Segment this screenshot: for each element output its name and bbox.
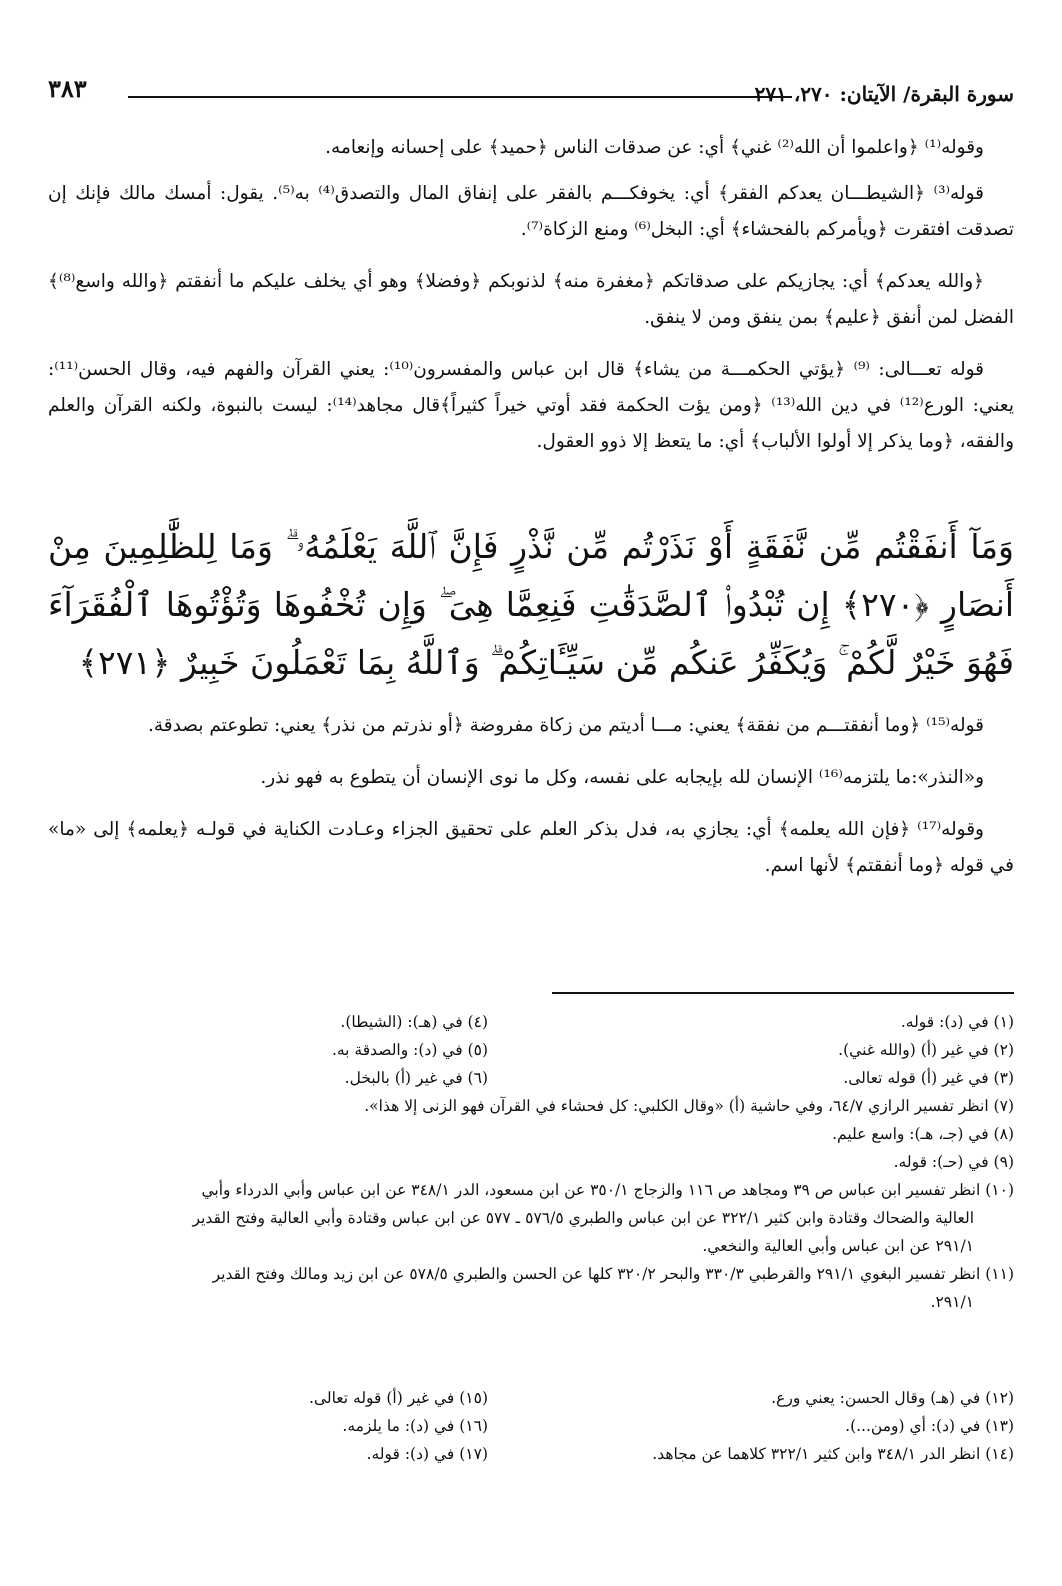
footnote: (١٠) انظر تفسير ابن عباس ص ٣٩ ومجاهد ص ١١٦ والزجاج ٣٥٠/١ عن ابن مسعود، الدر ٣٤٨/١ عن ابن عباس وأبي الدرداء وأبي	[201, 1181, 1014, 1199]
paragraph: قوله⁽³⁾ ﴿الشيطـــان يعدكم الفقر﴾ أي: يخوفكـــم بالفقر على إنفاق المال والتصدق⁽⁴⁾ به⁽⁵⁾. يقول: أمسك مالك فإنك إن تصدقت افتقرت ﴿ويأمركم بالفحشاء﴾ أي: البخل⁽⁶⁾ ومنع الزكاة⁽⁷⁾.	[48, 183, 1014, 240]
page-header	[48, 74, 1014, 114]
footnotes-group-a	[48, 1008, 1014, 1098]
paragraph: وقوله⁽¹⁾ ﴿واعلموا أن الله⁽²⁾ غني﴾ أي: عن صدقات الناس ﴿حميد﴾ على إحسانه وإنعامه.	[325, 137, 984, 158]
footnote: (٦) في غير (أ) بالبخل.	[344, 1069, 488, 1087]
footnote: (٨) في (جـ، هـ): واسع عليم.	[832, 1125, 1014, 1143]
footnotes-full-width	[48, 1092, 1014, 1316]
footnote: (١) في (د): قوله.	[900, 1013, 1014, 1031]
footnote-continuation: ٢٩١/١.	[930, 1293, 974, 1311]
paragraph: وقوله⁽¹⁷⁾ ﴿فإن الله يعلمه﴾ أي: يجازي به، فدل بذكر العلم على تحقيق الجزاء وعـادت الكناية في قولـه ﴿يعلمه﴾ إلى «ما» في قوله ﴿وما أنفقتم﴾ لأنها اسم.	[48, 819, 1014, 876]
footnotes-group-b	[48, 1384, 1014, 1474]
footnote: (١٣) في (د): أي (ومن...).	[845, 1417, 1014, 1435]
footnote: (٢) في غير (أ) (والله غني).	[838, 1041, 1014, 1059]
footnote: (٧) انظر تفسير الرازي ٦٤/٧، وفي حاشية (أ) «وقال الكلبي: كل فحشاء في القرآن فهو الزنى إلا هذا».	[364, 1097, 1014, 1115]
footnote: (١٥) في غير (أ) قوله تعالى.	[309, 1389, 488, 1407]
footnote: (١١) انظر تفسير البغوي ٢٩١/١ والقرطبي ٣٣٠/٣ والبحر ٣٢٠/٢ كلها عن الحسن والطبري ٥٧٨/٥ عن ابن زيد ومالك وفتح القدير	[212, 1265, 1014, 1283]
footnote: (١٢) في (هـ) وقال الحسن: يعني ورع.	[771, 1389, 1014, 1407]
footnote-separator	[552, 992, 1014, 994]
paragraph: قوله تعـــالى: ⁽⁹⁾ ﴿يؤتي الحكمـــة من يشاء﴾ قال ابن عباس والمفسرون⁽¹⁰⁾: يعني القرآن والفهم فيه، وقال الحسن⁽¹¹⁾: يعني: الورع⁽¹²⁾ في دين الله⁽¹³⁾ ﴿ومن يؤت الحكمة فقد أوتي خيراً كثيراً﴾قال مجاهد⁽¹⁴⁾: ليست بالنبوة، ولكنه القرآن والعلم والفقه، ﴿وما يذكر إلا أولوا الألباب﴾ أي: ما يتعظ إلا ذوو العقول.	[48, 359, 1014, 452]
footnote-continuation: العالية والضحاك وقتادة وابن كثير ٣٢٢/١ عن ابن عباس والطبري ٥٧٦/٥ ـ ٥٧٧ عن ابن عباس وقتادة وأبي العالية وفتح القدير	[192, 1209, 974, 1227]
page-number: ٣٨٣	[48, 74, 87, 103]
footnote: (١٦) في (د): ما يلزمه.	[342, 1417, 488, 1435]
paragraph: و«النذر»:ما يلتزمه⁽¹⁶⁾ الإنسان لله بإيجابه على نفسه، وكل ما نوى الإنسان أن يتطوع به فهو نذر.	[260, 767, 984, 788]
footnote: (٤) في (هـ): (الشيطا).	[340, 1013, 488, 1031]
footnote-continuation: ٢٩١/١ عن ابن عباس وأبي العالية والنخعي.	[702, 1237, 974, 1255]
paragraph: قوله⁽¹⁵⁾ ﴿وما أنفقتـــم من نفقة﴾ يعني: مـــا أديتم من زكاة مفروضة ﴿أو نذرتم من نذر﴾ يعني: تطوعتم بصدقة.	[147, 715, 984, 736]
footnote: (١٤) انظر الدر ٣٤٨/١ وابن كثير ٣٢٢/١ كلاهما عن مجاهد.	[652, 1445, 1014, 1463]
commentary-block-1	[48, 130, 1014, 476]
commentary-block-2	[48, 708, 1014, 900]
footnote: (٩) في (حـ): قوله.	[893, 1153, 1014, 1171]
footnote: (٣) في غير (أ) قوله تعالى.	[843, 1069, 1014, 1087]
header-rule	[128, 96, 792, 98]
paragraph: ﴿والله يعدكم﴾ أي: يجازيكم على صدقاتكم ﴿مغفرة منه﴾ لذنوبكم ﴿وفضلا﴾ وهو أي يخلف عليكم ما أنفقتم ﴿والله واسع⁽⁸⁾﴾ الفضل لمن أنفق ﴿عليم﴾ بمن ينفق ومن لا ينفق.	[48, 271, 1014, 328]
surah-title: سورة البقرة/ الآيتان: ٢٧٠، ٢٧١	[754, 82, 1014, 106]
footnote: (١٧) في (د): قوله.	[366, 1445, 488, 1463]
footnote: (٥) في (د): والصدقة به.	[331, 1041, 488, 1059]
quran-verse: وَمَآ أَنفَقْتُم مِّن نَّفَقَةٍ أَوْ نَذَرْتُم مِّن نَّذْرٍ فَإِنَّ ٱللَّهَ يَعْلَمُهُۥ ۗ وَمَا لِلظَّٰلِمِينَ مِنْ أَنصَارٍ ﴿٢٧٠﴾ إِن تُبْدُوا۟ ٱلصَّدَقَٰتِ فَنِعِمَّا هِىَ ۖ وَإِن تُخْفُوهَا وَتُؤْتُوهَا ٱلْفُقَرَآءَ فَهُوَ خَيْرٌ لَّكُمْ ۚ وَيُكَفِّرُ عَنكُم مِّن سَيِّـَٔاتِكُمْ ۗ وَٱللَّهُ بِمَا تَعْمَلُونَ خَبِيرٌ ﴿٢٧١﴾	[48, 527, 1015, 682]
